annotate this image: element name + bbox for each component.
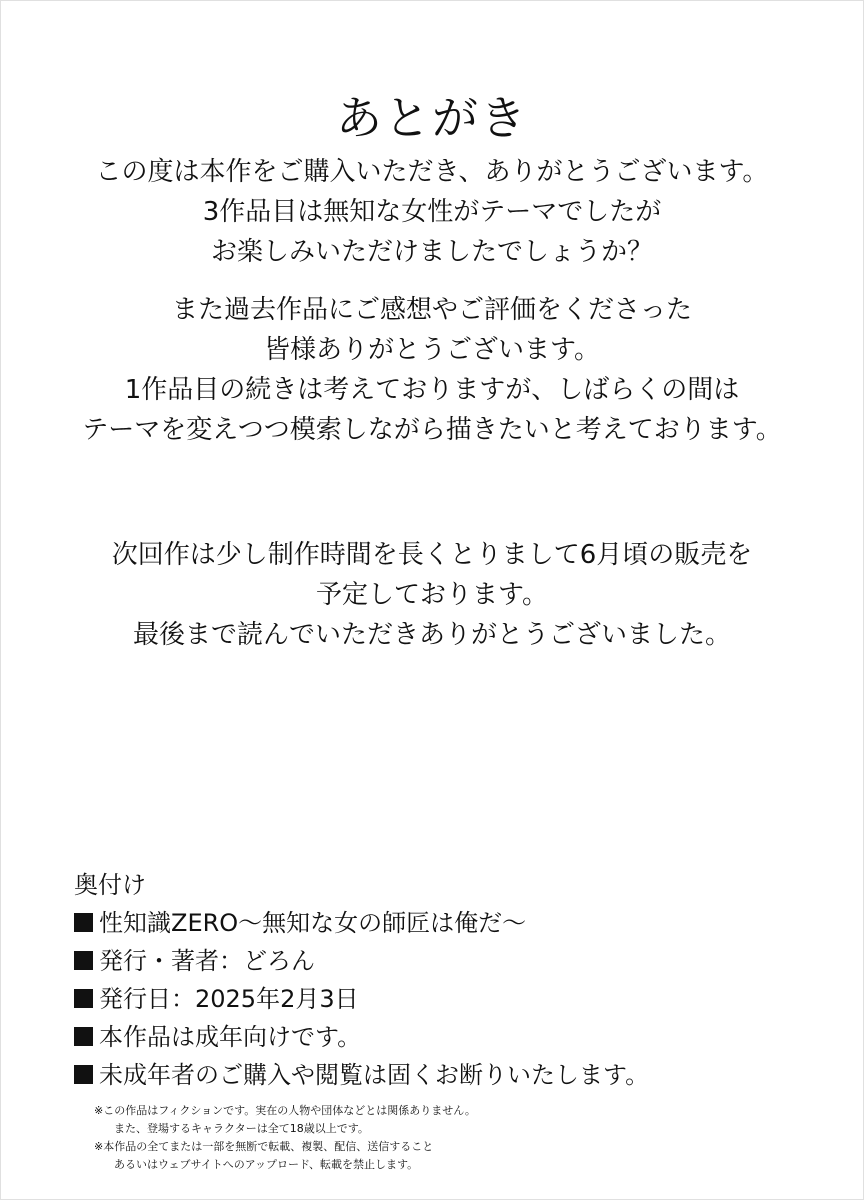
text-line: 3作品目は無知な女性がテーマでしたが: [202, 197, 662, 227]
text-line: お楽しみいただけましたでしょうか？: [210, 237, 653, 267]
text-line: この度は本作をご購入いただき、ありがとうございます。: [95, 157, 769, 187]
colophon-heading: 奥付け: [74, 871, 146, 899]
note-line: ※本作品の全てまたは一部を無断で転載、複製、配信、送信すること: [94, 1140, 434, 1153]
colophon-item-text: 性知識ZERO～無知な女の師匠は俺だ～: [99, 909, 527, 937]
colophon-item: [74, 1018, 649, 1056]
note-line: ※この作品はフィクションです。実在の人物や団体などとは関係ありません。: [94, 1104, 476, 1117]
paragraph-reviews: [0, 290, 864, 450]
colophon-item-text: 本作品は成年向けです。: [99, 1023, 362, 1051]
colophon-item-text: 発行・著者：どろん: [99, 947, 315, 975]
text-line: また過去作品にご感想やご評価をくださった: [171, 295, 692, 325]
colophon-item: [74, 980, 649, 1018]
text-line: 最後まで読んでいただきありがとうございました。: [132, 620, 731, 650]
colophon: [74, 866, 649, 1094]
text-line: テーマを変えつつ模索しながら描きたいと考えております。: [82, 415, 782, 445]
black-square-icon: [74, 989, 93, 1008]
legal-notes: [94, 1102, 476, 1174]
page-title: あとがき: [336, 90, 528, 145]
colophon-item-text: 未成年者のご購入や閲覧は固くお断りいたします。: [99, 1061, 650, 1089]
text-line: 予定しております。: [316, 580, 548, 610]
text-line: 皆様ありがとうございます。: [264, 335, 600, 365]
black-square-icon: [74, 1065, 93, 1084]
colophon-item: [74, 942, 649, 980]
paragraph-thanks: [0, 152, 864, 272]
note-line: また、登場するキャラクターは全て18歳以上です。: [114, 1122, 369, 1135]
black-square-icon: [74, 913, 93, 932]
paragraph-next-work: [0, 535, 864, 655]
black-square-icon: [74, 1027, 93, 1046]
colophon-item: [74, 904, 649, 942]
text-line: 1作品目の続きは考えておりますが、しばらくの間は: [124, 375, 740, 405]
colophon-item: [74, 1056, 649, 1094]
colophon-item-text: 発行日：2025年2月3日: [99, 985, 359, 1013]
text-line: 次回作は少し制作時間を長くとりまして6月頃の販売を: [111, 540, 753, 570]
black-square-icon: [74, 951, 93, 970]
note-line: あるいはウェブサイトへのアップロード、転載を禁止します。: [114, 1158, 419, 1171]
